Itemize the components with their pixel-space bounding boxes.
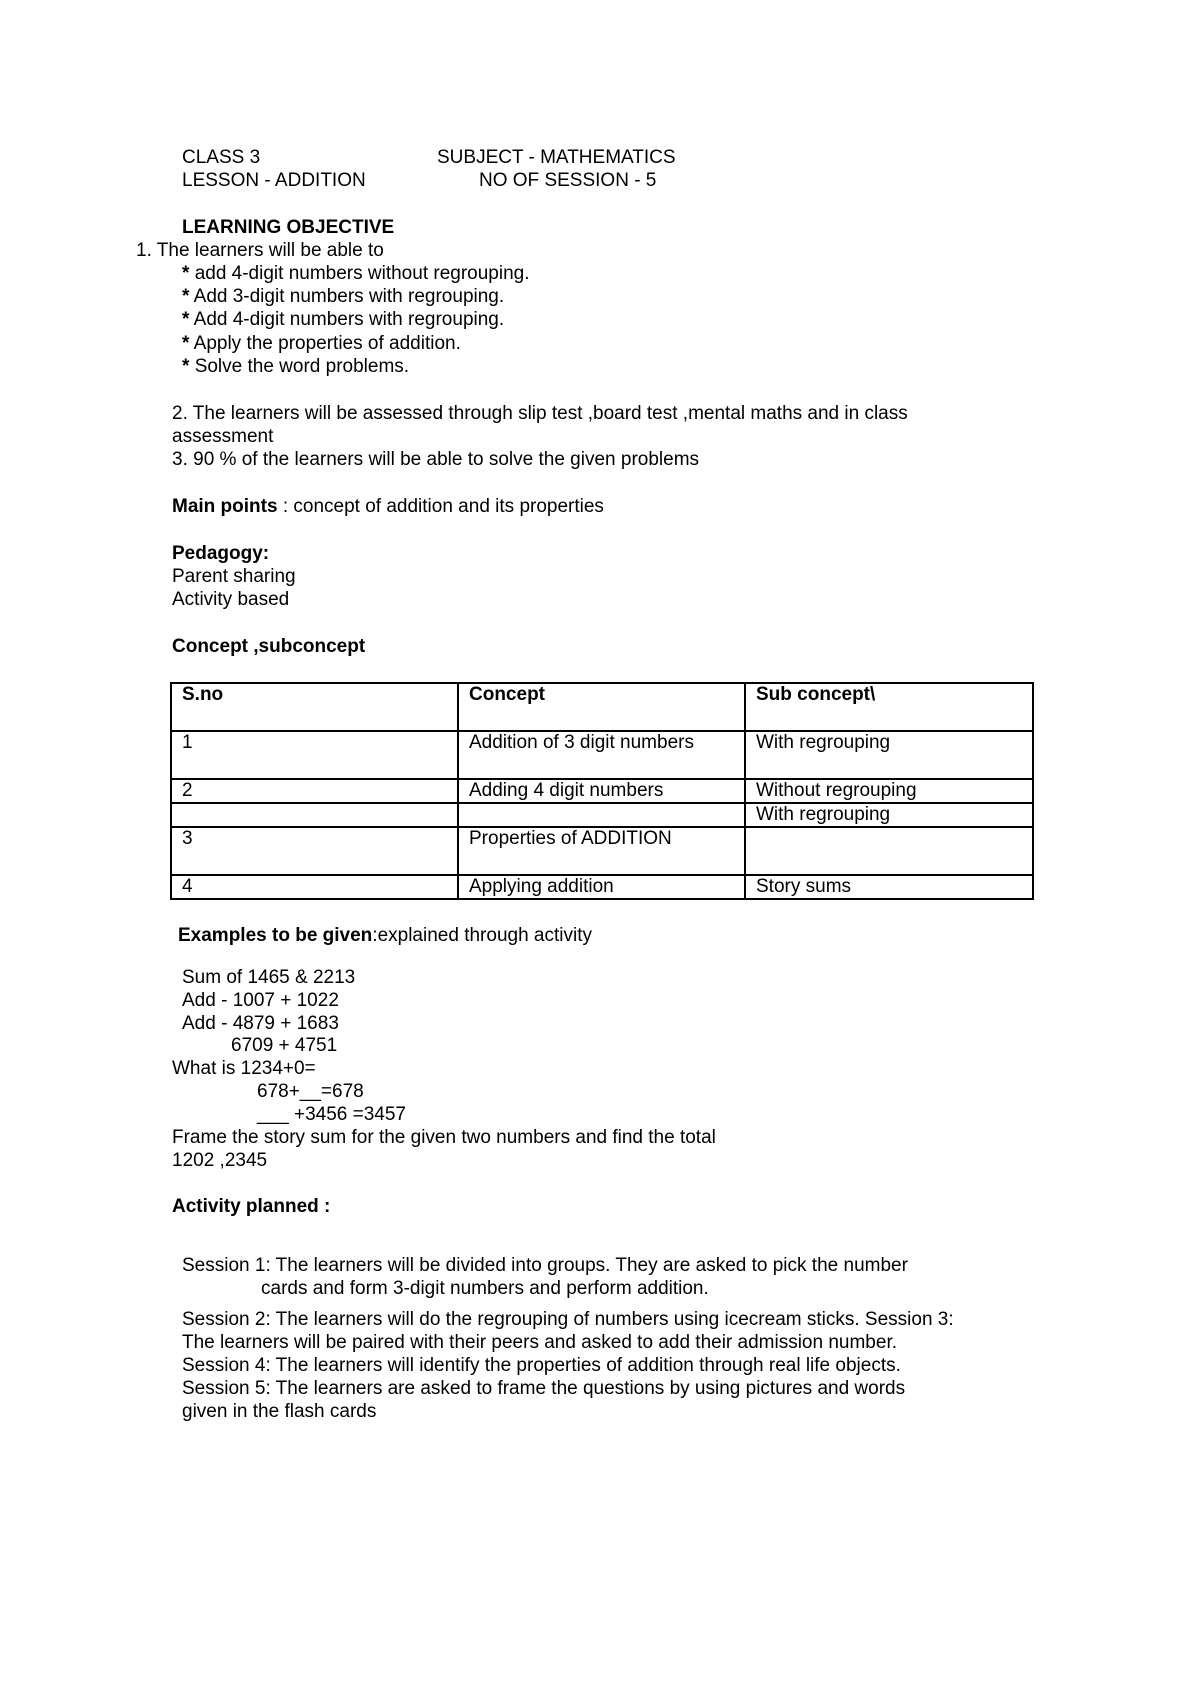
table-cell: Story sums: [745, 875, 1033, 899]
table-cell: Applying addition: [458, 875, 745, 899]
table-row: [171, 803, 1033, 827]
target-line: 3. 90 % of the learners will be able to solve the given problems: [172, 449, 700, 470]
objective-text: Apply the properties of addition.: [193, 333, 461, 354]
table-row: [171, 731, 1033, 779]
objective-text: add 4-digit numbers without regrouping.: [194, 263, 530, 284]
table-row: [171, 779, 1033, 803]
header-cell-concept: Concept: [458, 683, 745, 731]
objective-item: [182, 285, 504, 308]
example-line: ___ +3456 =3457: [257, 1104, 406, 1125]
subject-label: SUBJECT - MATHEMATICS: [437, 147, 676, 168]
examples-label: Examples to be given: [178, 925, 373, 946]
table-row: [171, 875, 1033, 899]
session-5-line-1: Session 5: The learners are asked to frame the questions by using pictures and words: [182, 1378, 906, 1399]
objective-item: [182, 308, 504, 331]
table-cell: Without regrouping: [745, 779, 1033, 803]
objective-item: [182, 332, 461, 355]
example-line: Frame the story sum for the given two numbers and find the total: [172, 1127, 716, 1148]
header-cell-sno: S.no: [171, 683, 458, 731]
objective-text: Add 3-digit numbers with regrouping.: [193, 286, 505, 307]
table-cell: 3: [171, 827, 458, 875]
bullet-star-icon: *: [182, 309, 190, 330]
pedagogy-item: Parent sharing: [172, 566, 296, 587]
objective-intro: 1. The learners will be able to: [136, 240, 384, 261]
session-2: Session 2: The learners will do the regrouping of numbers using icecream sticks. Session 3:: [182, 1309, 954, 1330]
bullet-star-icon: *: [182, 333, 190, 354]
example-line: What is 1234+0=: [172, 1058, 316, 1079]
table-cell: [745, 827, 1033, 875]
objective-text: Solve the word problems.: [194, 356, 410, 377]
table-cell: 1: [171, 731, 458, 779]
example-line: 6709 + 4751: [231, 1035, 338, 1056]
table-cell: With regrouping: [745, 803, 1033, 827]
example-line: Sum of 1465 & 2213: [182, 967, 356, 988]
table-cell: With regrouping: [745, 731, 1033, 779]
table-cell: 2: [171, 779, 458, 803]
objective-item: [182, 355, 409, 378]
pedagogy-item: Activity based: [172, 589, 290, 610]
table-cell: [171, 803, 458, 827]
concept-table: [170, 682, 1034, 900]
main-points-text: : concept of addition and its properties: [277, 496, 604, 517]
class-label: CLASS 3: [182, 147, 261, 168]
table-header-row: [171, 683, 1033, 731]
examples-text: :explained through activity: [372, 925, 592, 946]
header-cell-subconcept: Sub concept\: [745, 683, 1033, 731]
session-3: The learners will be paired with their peers and asked to add their admission number.: [182, 1332, 897, 1353]
example-line: 1202 ,2345: [172, 1150, 268, 1171]
sessions-label: NO OF SESSION - 5: [479, 170, 657, 191]
example-line: Add - 1007 + 1022: [182, 990, 339, 1011]
table-cell: 4: [171, 875, 458, 899]
main-points-label: Main points: [172, 496, 278, 517]
table-cell: Properties of ADDITION: [458, 827, 745, 875]
assessment-line-1: 2. The learners will be assessed through slip test ,board test ,mental maths and in class: [172, 403, 908, 424]
objective-item: [182, 262, 530, 285]
pedagogy-heading: Pedagogy:: [172, 543, 270, 564]
lesson-label: LESSON - ADDITION: [182, 170, 366, 191]
activity-heading: Activity planned :: [172, 1196, 331, 1217]
bullet-star-icon: *: [182, 356, 190, 377]
example-line: Add - 4879 + 1683: [182, 1013, 339, 1034]
bullet-star-icon: *: [182, 263, 190, 284]
session-1-line-1: Session 1: The learners will be divided into groups. They are asked to pick the number: [182, 1255, 908, 1276]
assessment-line-2: assessment: [172, 426, 274, 447]
table-row: [171, 827, 1033, 875]
example-line: 678+__=678: [257, 1081, 364, 1102]
bullet-star-icon: *: [182, 286, 190, 307]
objective-text: Add 4-digit numbers with regrouping.: [193, 309, 505, 330]
main-points: [172, 495, 604, 518]
table-cell: Addition of 3 digit numbers: [458, 731, 745, 779]
table-cell: [458, 803, 745, 827]
session-1-line-2: cards and form 3-digit numbers and perform addition.: [261, 1278, 709, 1299]
session-5-line-2: given in the flash cards: [182, 1401, 377, 1422]
table-cell: Adding 4 digit numbers: [458, 779, 745, 803]
examples-heading: [178, 924, 592, 947]
learning-objective-heading: LEARNING OBJECTIVE: [182, 217, 395, 238]
session-4: Session 4: The learners will identify the properties of addition through real life objects.: [182, 1355, 901, 1376]
concept-heading: Concept ,subconcept: [172, 636, 366, 657]
